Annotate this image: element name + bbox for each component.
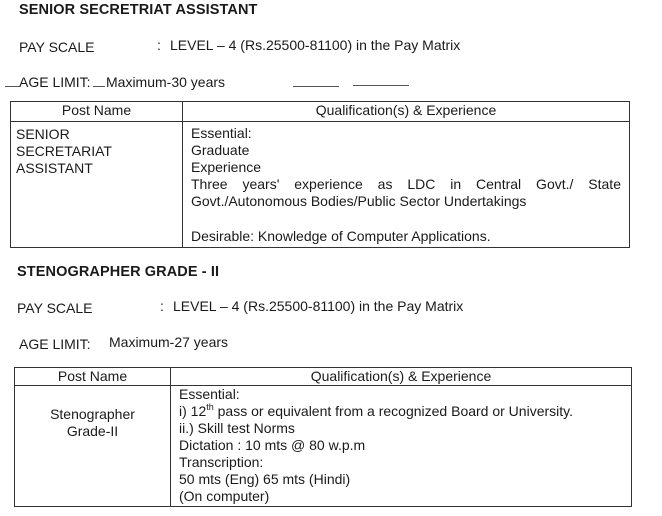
essential-label: Essential:: [191, 125, 252, 141]
graduate-text: Graduate: [191, 142, 250, 158]
essential-label: Essential:: [179, 386, 240, 402]
on-computer-text: (On computer): [179, 488, 270, 504]
section2-pay-scale-value: LEVEL – 4 (Rs.25500-81100) in the Pay Matrix: [173, 298, 464, 314]
post-name-line: SECRETARIAT: [16, 143, 112, 159]
section2-age-limit-value: Maximum-27 years: [109, 334, 229, 350]
dictation-text: Dictation : 10 mts @ 80 w.p.m: [179, 437, 366, 453]
section1-pay-scale-value: LEVEL – 4 (Rs.25500-81100) in the Pay Matrix: [170, 37, 461, 53]
qualification-cell: [183, 122, 630, 248]
post-name-line: SENIOR: [16, 126, 70, 142]
transcription-label: Transcription:: [179, 454, 264, 470]
post-name-line: Stenographer: [50, 406, 135, 422]
item1-superscript: th: [206, 402, 214, 412]
post-name-cell: [15, 386, 171, 507]
decorative-rule: [353, 85, 409, 86]
experience-line-2: Govt./Autonomous Bodies/Public Sector Undertakings: [191, 193, 527, 209]
section1-table: [10, 101, 630, 248]
experience-line-1: Three years' experience as LDC in Central Govt./ State: [191, 176, 621, 192]
section2-pay-scale-sep: :: [160, 298, 164, 314]
col-post-name-header: Post Name: [11, 102, 183, 122]
qualification-cell: [171, 386, 632, 507]
section1-age-limit-label: AGE LIMIT:: [19, 74, 91, 90]
section1-title: SENIOR SECRETRIAT ASSISTANT: [19, 2, 258, 18]
decorative-rule: [93, 86, 105, 87]
col-post-name-header: Post Name: [15, 368, 171, 386]
decorative-rule: [5, 86, 19, 87]
col-qualification-header: Qualification(s) & Experience: [171, 368, 632, 386]
post-name-line: ASSISTANT: [16, 160, 93, 176]
section1-age-limit-value: Maximum-30 years: [106, 74, 226, 90]
item1-rest: pass or equivalent from a recognized Board or University.: [213, 403, 573, 419]
post-name-line: Grade-II: [66, 423, 119, 439]
section2-age-limit-label: AGE LIMIT:: [19, 336, 91, 352]
post-name-cell: [11, 122, 183, 248]
section2-title: STENOGRAPHER GRADE - II: [17, 264, 220, 280]
section1-pay-scale-sep: :: [157, 37, 161, 53]
experience-label: Experience: [191, 159, 262, 175]
section1-pay-scale-label: PAY SCALE: [19, 39, 95, 55]
requirement-item-1: [179, 403, 627, 420]
item1-prefix: i) 12: [179, 403, 207, 419]
transcription-speed: 50 mts (Eng) 65 mts (Hindi): [179, 471, 351, 487]
decorative-rule: [293, 86, 339, 87]
section2-table: [14, 367, 632, 507]
requirement-item-2: ii.) Skill test Norms: [179, 420, 295, 436]
col-qualification-header: Qualification(s) & Experience: [183, 102, 630, 122]
desirable-text: Desirable: Knowledge of Computer Applications.: [191, 228, 491, 244]
section2-pay-scale-label: PAY SCALE: [17, 300, 93, 316]
